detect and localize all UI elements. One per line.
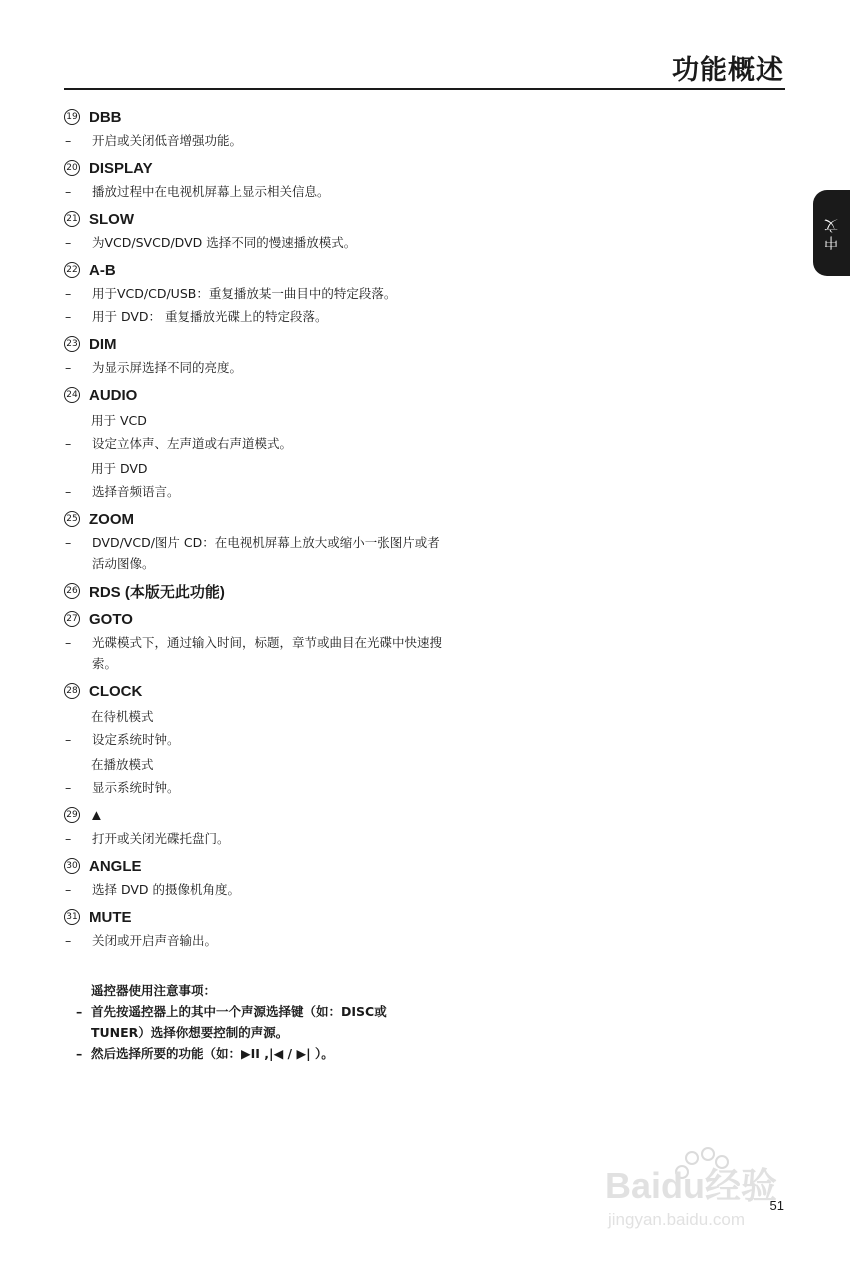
circled-number: 23	[64, 336, 80, 352]
circled-number: 22	[64, 262, 80, 278]
function-title: DISPLAY	[89, 159, 153, 177]
description-text: 显示系统时钟。	[92, 780, 180, 795]
description-line	[64, 357, 444, 378]
function-title: CLOCK	[89, 682, 143, 700]
circled-number: 20	[64, 160, 80, 176]
bullet-dash: –	[65, 436, 72, 451]
remote-usage-note	[76, 980, 431, 1064]
function-heading	[64, 906, 444, 928]
function-heading	[64, 508, 444, 530]
function-list	[64, 106, 444, 951]
circled-number: 29	[64, 807, 80, 823]
description-line	[64, 729, 444, 750]
mode-label: 用于 DVD	[91, 461, 148, 476]
description-text: 关闭或开启声音输出。	[92, 933, 218, 948]
circled-number: 24	[64, 387, 80, 403]
function-title: ZOOM	[89, 510, 134, 528]
function-heading	[64, 384, 444, 406]
bullet-dash: –	[65, 360, 72, 375]
description-text: 选择音频语言。	[92, 484, 180, 499]
function-heading	[64, 608, 444, 630]
description-line	[64, 930, 444, 951]
description-line	[64, 879, 444, 900]
bullet-dash: –	[65, 780, 72, 795]
circled-number: 27	[64, 611, 80, 627]
bullet-dash: –	[65, 484, 72, 499]
circled-number: 26	[64, 583, 80, 599]
bullet-dash: –	[65, 133, 72, 148]
description-text: 设定系统时钟。	[92, 732, 180, 747]
note-text: 然后选择所要的功能（如：▶II ,|◀ / ▶| ）。	[91, 1046, 334, 1061]
function-title: DBB	[89, 108, 122, 126]
circled-number: 25	[64, 511, 80, 527]
note-text: 首先按遥控器上的其中一个声源选择键（如：DISC或TUNER）选择你想要控制的声源。	[91, 1004, 387, 1040]
circled-number: 28	[64, 683, 80, 699]
circled-number: 30	[64, 858, 80, 874]
function-title: GOTO	[89, 610, 133, 628]
bullet-dash: –	[65, 732, 72, 747]
note-line	[76, 1001, 431, 1043]
circled-number: 31	[64, 909, 80, 925]
language-tab	[813, 190, 850, 276]
bullet-dash: –	[65, 635, 72, 650]
title-divider	[64, 88, 785, 90]
circled-number: 19	[64, 109, 80, 125]
function-heading	[64, 580, 444, 602]
mode-label: 在播放模式	[91, 757, 154, 772]
description-text: 选择 DVD 的摄像机角度。	[92, 882, 241, 897]
function-title: DIM	[89, 335, 117, 353]
function-heading	[64, 804, 444, 826]
function-heading	[64, 855, 444, 877]
description-text: DVD/VCD/图片 CD：在电视机屏幕上放大或缩小一张图片或者活动图像。	[92, 535, 440, 571]
description-line	[64, 306, 444, 327]
description-text: 打开或关闭光碟托盘门。	[92, 831, 230, 846]
watermark-url: jingyan.baidu.com	[608, 1210, 746, 1229]
description-line	[64, 232, 444, 253]
description-line	[64, 283, 444, 304]
description-text: 设定立体声、左声道或右声道模式。	[92, 436, 293, 451]
mode-label: 在待机模式	[91, 709, 154, 724]
baidu-watermark	[600, 1140, 800, 1235]
description-text: 用于 DVD： 重复播放光碟上的特定段落。	[92, 309, 328, 324]
bullet-dash: –	[65, 831, 72, 846]
function-heading	[64, 208, 444, 230]
bullet-dash: –	[65, 933, 72, 948]
function-title: ▲	[89, 806, 104, 824]
function-title: A-B	[89, 261, 116, 279]
function-title: MUTE	[89, 908, 132, 926]
note-heading: 遥控器使用注意事项：	[91, 983, 217, 998]
description-text: 为显示屏选择不同的亮度。	[92, 360, 243, 375]
description-text: 播放过程中在电视机屏幕上显示相关信息。	[92, 184, 330, 199]
mode-label: 用于 VCD	[91, 413, 147, 428]
description-line	[64, 130, 444, 151]
bullet-dash: –	[65, 882, 72, 897]
description-line	[64, 777, 444, 798]
function-title: RDS (本版无此功能)	[89, 583, 225, 601]
circled-number: 21	[64, 211, 80, 227]
watermark-brand: Baidu经验	[605, 1165, 778, 1206]
bullet-dash: –	[65, 184, 72, 199]
description-text: 开启或关闭低音增强功能。	[92, 133, 243, 148]
bullet-dash: –	[65, 235, 72, 250]
description-text: 用于VCD/CD/USB：重复播放某一曲目中的特定段落。	[92, 286, 397, 301]
description-line	[64, 532, 444, 574]
page-number: 51	[769, 1198, 784, 1213]
description-line	[64, 181, 444, 202]
note-dash: –	[76, 1046, 83, 1061]
function-heading	[64, 157, 444, 179]
page-title: 功能概述	[672, 55, 784, 86]
description-text: 光碟模式下，通过输入时间，标题，章节或曲目在光碟中快速搜索。	[92, 635, 443, 671]
description-line	[64, 433, 444, 454]
function-title: AUDIO	[89, 386, 138, 404]
function-heading	[64, 259, 444, 281]
description-line	[64, 632, 444, 674]
description-line	[64, 828, 444, 849]
function-heading	[64, 106, 444, 128]
note-dash: –	[76, 1004, 83, 1019]
note-line	[76, 1043, 431, 1064]
bullet-dash: –	[65, 535, 72, 550]
description-line	[64, 481, 444, 502]
function-title: ANGLE	[89, 857, 142, 875]
function-heading	[64, 680, 444, 702]
language-tab-label: 中文	[823, 216, 840, 250]
description-text: 为VCD/SVCD/DVD 选择不同的慢速播放模式。	[92, 235, 357, 250]
function-heading	[64, 333, 444, 355]
bullet-dash: –	[65, 309, 72, 324]
bullet-dash: –	[65, 286, 72, 301]
function-title: SLOW	[89, 210, 134, 228]
